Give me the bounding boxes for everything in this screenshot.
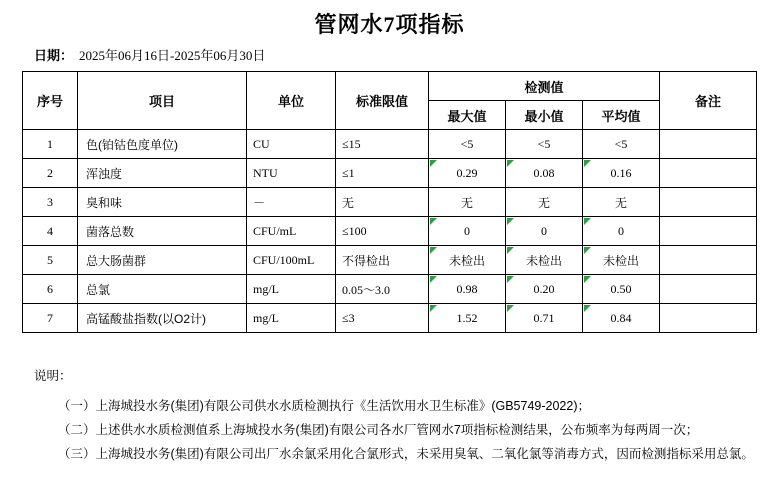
- cell-avg: 无: [583, 188, 660, 217]
- water-quality-table: [22, 71, 757, 333]
- cell-unit: CFU/mL: [247, 217, 336, 246]
- note-item: （一）上海城投水务(集团)有限公司供水水质检测执行《生活饮用水卫生标准》(GB5749-2022)；: [58, 399, 590, 414]
- date-label: 日期：: [34, 48, 74, 63]
- cell-item: 高锰酸盐指数(以O2计): [78, 304, 247, 333]
- table-row: [23, 275, 757, 304]
- cell-note: [660, 159, 757, 188]
- cell-limit: ≤1: [336, 159, 429, 188]
- cell-avg: 0.50: [583, 275, 660, 304]
- cell-min: 0.08: [506, 159, 583, 188]
- header-unit: 单位: [247, 72, 336, 130]
- table-row: [23, 217, 757, 246]
- cell-avg: 0.84: [583, 304, 660, 333]
- header-item: 项目: [78, 72, 247, 130]
- notes-label: 说明：: [34, 369, 72, 383]
- cell-note: [660, 188, 757, 217]
- page-title: 管网水7项指标: [314, 12, 465, 37]
- cell-min: 未检出: [506, 246, 583, 275]
- cell-seq: 3: [23, 188, 78, 217]
- cell-avg: 0: [583, 217, 660, 246]
- header-avg: 平均值: [583, 101, 660, 130]
- table-row: [23, 159, 757, 188]
- cell-item: 总大肠菌群: [78, 246, 247, 275]
- table-row: [23, 304, 757, 333]
- table-row: [23, 188, 757, 217]
- date-row: [0, 45, 779, 64]
- cell-max: 1.52: [429, 304, 506, 333]
- table-row: [23, 246, 757, 275]
- cell-limit: ≤15: [336, 130, 429, 159]
- cell-min: 0.20: [506, 275, 583, 304]
- cell-limit: ≤100: [336, 217, 429, 246]
- cell-unit: －: [247, 188, 336, 217]
- header-limit: 标准限值: [336, 72, 429, 130]
- table-body: [23, 130, 757, 333]
- cell-min: 无: [506, 188, 583, 217]
- cell-unit: CU: [247, 130, 336, 159]
- cell-max: 0.29: [429, 159, 506, 188]
- cell-min: <5: [506, 130, 583, 159]
- cell-limit: 0.05～3.0: [336, 275, 429, 304]
- cell-item: 浑浊度: [78, 159, 247, 188]
- cell-unit: mg/L: [247, 304, 336, 333]
- cell-seq: 1: [23, 130, 78, 159]
- cell-unit: mg/L: [247, 275, 336, 304]
- cell-avg: <5: [583, 130, 660, 159]
- cell-item: 总氯: [78, 275, 247, 304]
- cell-avg: 未检出: [583, 246, 660, 275]
- cell-max: 未检出: [429, 246, 506, 275]
- cell-seq: 6: [23, 275, 78, 304]
- header-detection-group: 检测值: [429, 72, 660, 101]
- cell-note: [660, 304, 757, 333]
- cell-limit: 无: [336, 188, 429, 217]
- table-row: [23, 130, 757, 159]
- notes-section: [0, 367, 779, 464]
- cell-item: 臭和味: [78, 188, 247, 217]
- cell-seq: 7: [23, 304, 78, 333]
- cell-note: [660, 217, 757, 246]
- cell-max: 无: [429, 188, 506, 217]
- date-value: 2025年06月16日-2025年06月30日: [79, 48, 266, 63]
- cell-item: 色(铂钴色度单位): [78, 130, 247, 159]
- cell-note: [660, 246, 757, 275]
- cell-seq: 5: [23, 246, 78, 275]
- note-item: （三）上海城投水务(集团)有限公司出厂水余氯采用化合氯形式，未采用臭氧、二氧化氯等消毒方式，因而检测指标采用总氯。: [58, 447, 754, 462]
- cell-unit: CFU/100mL: [247, 246, 336, 275]
- header-seq: 序号: [23, 72, 78, 130]
- note-item: （二）上述供水水质检测值系上海城投水务(集团)有限公司各水厂管网水7项指标检测结果，公布频率为每两周一次；: [58, 423, 699, 438]
- cell-max: <5: [429, 130, 506, 159]
- cell-avg: 0.16: [583, 159, 660, 188]
- table-head: [23, 72, 757, 130]
- cell-min: 0: [506, 217, 583, 246]
- cell-seq: 2: [23, 159, 78, 188]
- cell-limit: 不得检出: [336, 246, 429, 275]
- cell-note: [660, 130, 757, 159]
- cell-limit: ≤3: [336, 304, 429, 333]
- cell-item: 菌落总数: [78, 217, 247, 246]
- cell-unit: NTU: [247, 159, 336, 188]
- cell-min: 0.71: [506, 304, 583, 333]
- table-header-row-1: [23, 72, 757, 101]
- cell-max: 0.98: [429, 275, 506, 304]
- cell-max: 0: [429, 217, 506, 246]
- cell-note: [660, 275, 757, 304]
- header-note: 备注: [660, 72, 757, 130]
- cell-seq: 4: [23, 217, 78, 246]
- header-min: 最小值: [506, 101, 583, 130]
- header-max: 最大值: [429, 101, 506, 130]
